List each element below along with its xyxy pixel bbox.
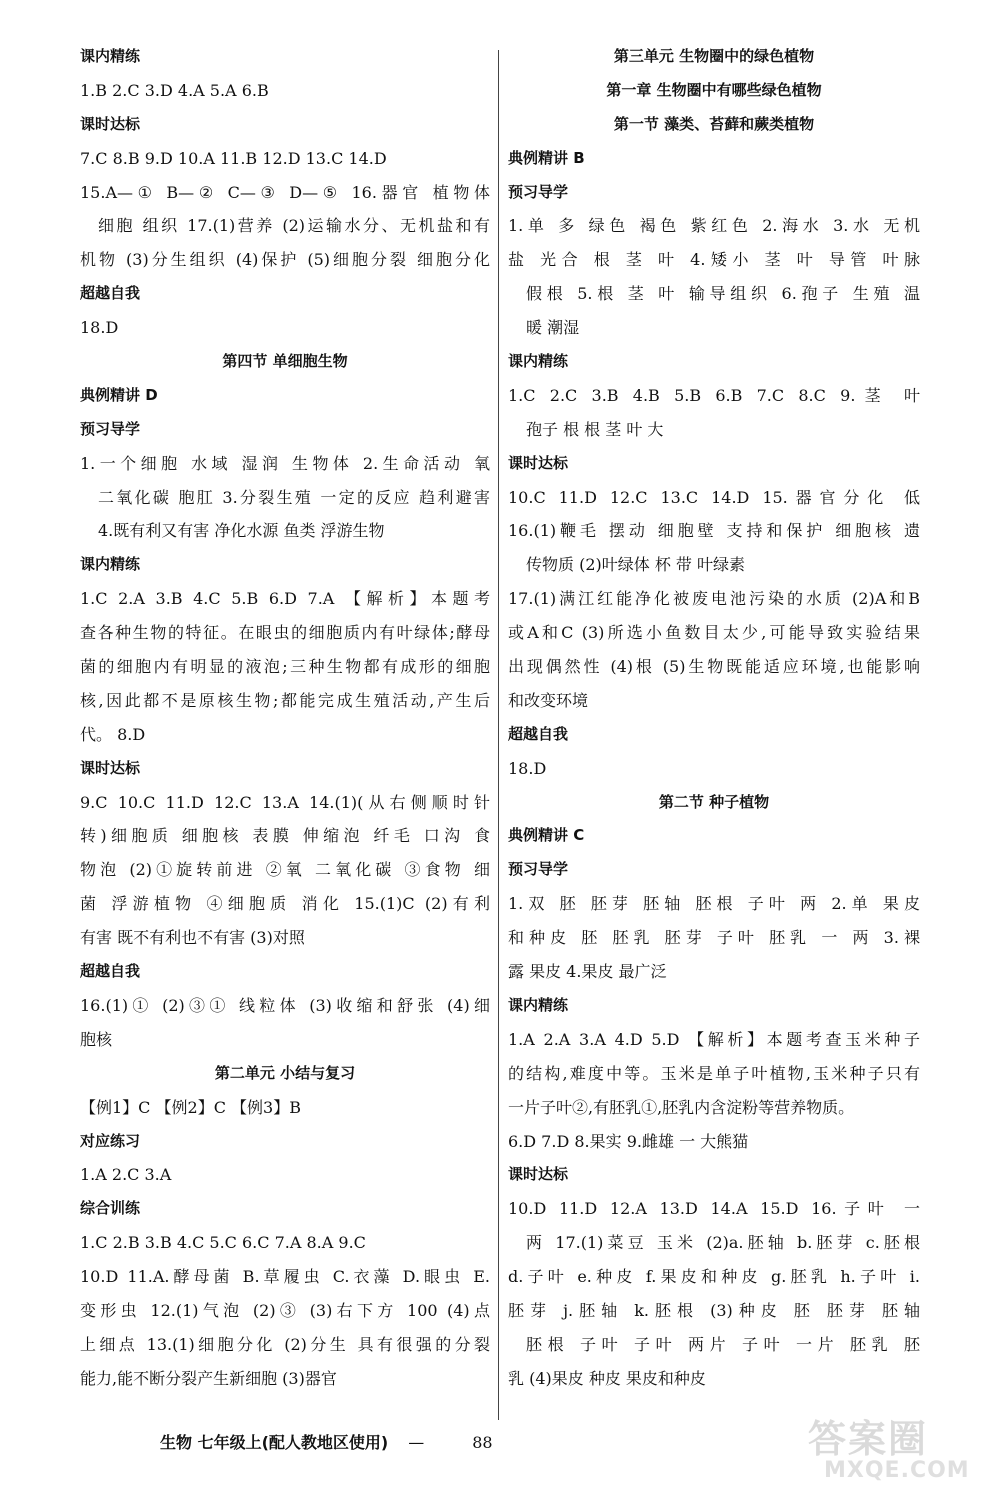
- section-title: 第四节 单细胞生物: [222, 352, 348, 371]
- answer-line: 1.单 多 绿色 褐色 紫红色 2.海水 3.水 无机: [508, 216, 920, 236]
- answer-line: 9.C 10.C 11.D 12.C 13.A 14.(1)(从右侧顺时针: [80, 792, 490, 812]
- page-number: 88: [472, 1433, 493, 1452]
- answer-column-right: [508, 40, 920, 1396]
- answer-line: 1.A 2.A 3.A 4.D 5.D 【解析】本题考查玉米种子: [508, 1029, 920, 1049]
- section-heading: 课时达标: [508, 453, 569, 472]
- page-footer: [160, 1430, 560, 1453]
- section-heading: 典例精讲 C: [508, 826, 585, 845]
- answer-line: 16.(1)鞭毛 摆动 细胞壁 支持和保护 细胞核 遗: [508, 521, 920, 541]
- answer-line: 7.C 8.B 9.D 10.A 11.B 12.D 13.C 14.D: [80, 148, 387, 168]
- answer-line: 乳 (4)果皮 种皮 果皮和种皮: [508, 1368, 706, 1388]
- answer-line: 17.(1)满江红能净化被废电池污染的水质 (2)A和B: [508, 589, 920, 609]
- answer-line: 代。 8.D: [80, 724, 146, 744]
- section-heading: 预习导学: [508, 182, 569, 201]
- section-heading: 课时达标: [80, 758, 141, 777]
- section-title: 第三单元 生物圈中的绿色植物: [613, 47, 815, 65]
- answer-line: 上细点 13.(1)细胞分化 (2)分生 具有很强的分裂: [80, 1334, 490, 1354]
- answer-line: 假根 5.根 茎 叶 输导组织 6.孢子 生殖 温: [526, 284, 920, 304]
- answer-line: 暖 潮湿: [526, 318, 580, 338]
- answer-line: 和种皮 胚 胚乳 胚芽 子叶 胚乳 一 两 3.裸: [508, 928, 920, 948]
- section-heading: 超越自我: [80, 284, 141, 303]
- footer-subject: 生物 七年级上(配人教地区使用): [160, 1433, 389, 1452]
- section-title: 第二单元 小结与复习: [214, 1063, 356, 1082]
- answer-line: 转)细胞质 细胞核 表膜 伸缩泡 纤毛 口沟 食: [80, 826, 490, 846]
- answer-line: 16.(1)① (2)③① 线粒体 (3)收缩和舒张 (4)细: [80, 995, 490, 1015]
- answer-line: 18.D: [80, 318, 119, 338]
- answer-line: 1.A 2.C 3.A: [80, 1165, 172, 1185]
- answer-line: 4.既有利又有害 净化水源 鱼类 浮游生物: [98, 521, 385, 541]
- answer-line: 15.A—① B—② C—③ D—⑤ 16.器官 植物体: [80, 182, 490, 202]
- answer-line: 机物 (3)分生组织 (4)保护 (5)细胞分裂 细胞分化: [80, 250, 490, 270]
- answer-line: 1.B 2.C 3.D 4.A 5.A 6.B: [80, 80, 269, 100]
- answer-line: 的结构,难度中等。玉米是单子叶植物,玉米种子只有: [508, 1063, 920, 1083]
- answer-line: 能力,能不断分裂产生新细胞 (3)器官: [80, 1368, 337, 1388]
- section-heading: 课内精练: [508, 352, 569, 371]
- answer-line: 6.D 7.D 8.果实 9.雌雄 一 大熊猫: [508, 1131, 749, 1151]
- answer-line: 1.双 胚 胚芽 胚轴 胚根 子叶 两 2.单 果皮: [508, 894, 920, 914]
- section-heading: 超越自我: [80, 962, 141, 981]
- answer-line: 有害 既不有利也不有害 (3)对照: [80, 928, 305, 948]
- section-heading: 典例精讲 B: [508, 148, 585, 167]
- section-heading: 典例精讲 D: [80, 385, 158, 404]
- answer-line: 18.D: [508, 758, 547, 778]
- section-title: 第二节 种子植物: [658, 792, 770, 811]
- answer-line: 10.D 11.A.酵母菌 B.草履虫 C.衣藻 D.眼虫 E.: [80, 1267, 490, 1287]
- answer-line: 和改变环境: [508, 690, 589, 710]
- answer-line: 【例1】C 【例2】C 【例3】B: [80, 1097, 301, 1117]
- answer-line: 1.C 2.A 3.B 4.C 5.B 6.D 7.A 【解析】本题考: [80, 589, 490, 609]
- section-heading: 综合训练: [80, 1199, 141, 1218]
- answer-line: 或A和C (3)所选小鱼数目太少,可能导致实验结果: [508, 623, 920, 643]
- answer-line: 胞核: [80, 1029, 113, 1049]
- answer-line: 查各种生物的特征。在眼虫的细胞质内有叶绿体;酵母: [80, 623, 490, 643]
- watermark-text: 答案圈: [808, 1417, 929, 1461]
- answer-line: d.子叶 e.种皮 f.果皮和种皮 g.胚乳 h.子叶 i.: [508, 1267, 920, 1287]
- section-heading: 课内精练: [508, 995, 569, 1014]
- footer-dash: —: [408, 1433, 425, 1452]
- answer-line: 露 果皮 4.果皮 最广泛: [508, 962, 667, 982]
- section-heading: 预习导学: [80, 419, 141, 438]
- answer-line: 二氧化碳 胞肛 3.分裂生殖 一定的反应 趋利避害: [98, 487, 490, 507]
- watermark-logo: [808, 1408, 988, 1492]
- section-heading: 预习导学: [508, 860, 569, 879]
- answer-line: 1.C 2.C 3.B 4.B 5.B 6.B 7.C 8.C 9.茎 叶: [508, 385, 920, 405]
- answer-line: 胚芽 j.胚轴 k.胚根 (3)种皮 胚 胚芽 胚轴: [508, 1300, 920, 1320]
- answer-line: 变形虫 12.(1)气泡 (2)③ (3)右下方 100 (4)点: [80, 1300, 490, 1320]
- answer-line: 两 17.(1)菜豆 玉米 (2)a.胚轴 b.胚芽 c.胚根: [526, 1233, 920, 1253]
- watermark-url: MXQE.COM: [824, 1458, 970, 1483]
- answer-line: 胚根 子叶 子叶 两片 子叶 一片 胚乳 胚: [526, 1334, 920, 1354]
- section-heading: 超越自我: [508, 724, 569, 743]
- answer-line: 10.C 11.D 12.C 13.C 14.D 15.器官分化 低: [508, 487, 920, 507]
- answer-line: 1.一个细胞 水域 湿润 生物体 2.生命活动 氧: [80, 453, 490, 473]
- answer-line: 一片子叶②,有胚乳①,胚乳内含淀粉等营养物质。: [508, 1097, 855, 1117]
- answer-line: 10.D 11.D 12.A 13.D 14.A 15.D 16.子叶 一: [508, 1199, 920, 1219]
- answer-line: 菌 浮游植物 ④细胞质 消化 15.(1)C (2)有利: [80, 894, 490, 914]
- section-heading: 课内精练: [80, 47, 141, 65]
- column-divider: [498, 50, 499, 1420]
- section-heading: 课时达标: [508, 1165, 569, 1184]
- section-heading: 课时达标: [80, 114, 141, 133]
- answer-column-left: [80, 40, 490, 1396]
- answer-line: 孢子 根 根 茎 叶 大: [526, 419, 664, 439]
- answer-line: 物泡 (2)①旋转前进 ②氧 二氧化碳 ③食物 细: [80, 860, 490, 880]
- answer-line: 盐 光合 根 茎 叶 4.矮小 茎 叶 导管 叶脉: [508, 250, 920, 270]
- answer-line: 细胞 组织 17.(1)营养 (2)运输水分、无机盐和有: [98, 216, 490, 236]
- answer-line: 1.C 2.B 3.B 4.C 5.C 6.C 7.A 8.A 9.C: [80, 1233, 366, 1253]
- answer-line: 菌的细胞内有明显的液泡;三种生物都有成形的细胞: [80, 657, 490, 677]
- section-title: 第一章 生物圈中有哪些绿色植物: [606, 80, 822, 99]
- section-title: 第一节 藻类、苔藓和蕨类植物: [613, 114, 815, 133]
- section-heading: 对应练习: [80, 1131, 141, 1150]
- answer-line: 核,因此都不是原核生物;都能完成生殖活动,产生后: [80, 690, 490, 710]
- answer-line: 传物质 (2)叶绿体 杯 带 叶绿素: [526, 555, 746, 575]
- section-heading: 课内精练: [80, 555, 141, 574]
- answer-line: 出现偶然性 (4)根 (5)生物既能适应环境,也能影响: [508, 657, 920, 677]
